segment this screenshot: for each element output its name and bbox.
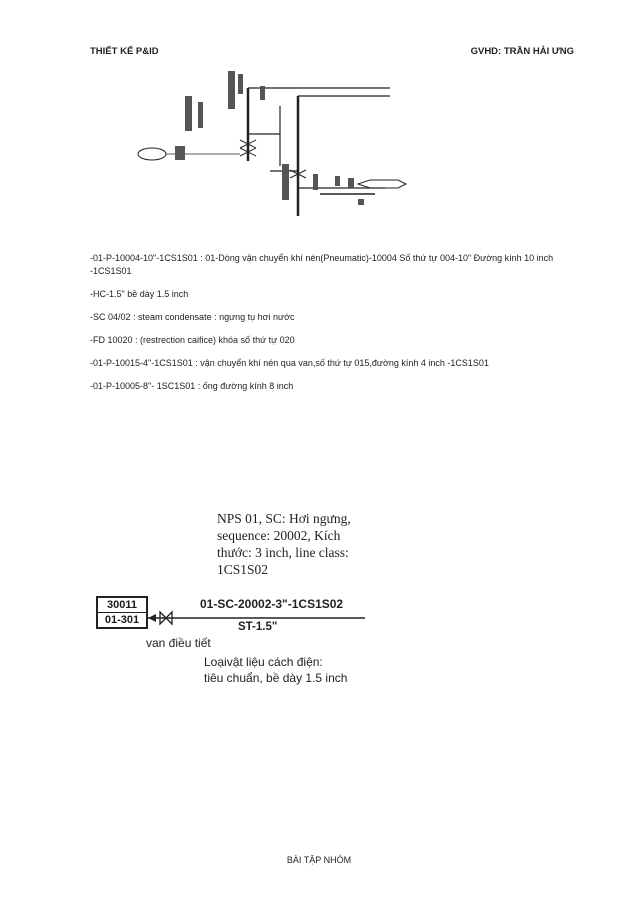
body-line: -FD 10020 : (restrection caifice) khóa số thứ tự 020	[90, 335, 295, 345]
arrow-head-icon	[148, 614, 156, 622]
header-title: THIẾT KẾ P&ID	[90, 46, 159, 57]
vertical-label-blob-1	[185, 96, 192, 131]
pid-piping-figure	[130, 66, 410, 216]
pipe-description-note: NPS 01, SC: Hơi ngưng, sequence: 20002, Kích thước: 3 inch, line class: 1CS1S02	[217, 511, 351, 577]
line-designation-figure	[90, 506, 390, 696]
body-line: -SC 04/02 : steam condensate : ngưng tụ hơi nước	[90, 312, 295, 322]
tag-number: 30011	[98, 598, 146, 613]
insulation-note: Loạivật liệu cách điện: tiêu chuẩn, bề dày 1.5 inch	[204, 655, 348, 685]
header-instructor: GVHD: TRẦN HẢI ƯNG	[470, 46, 574, 57]
line-number-label: 01-SC-20002-3"-1CS1S02	[200, 597, 344, 611]
insulation-label: ST-1.5"	[238, 621, 278, 633]
body-text	[90, 252, 580, 403]
body-line: -01-P-10004-10"-1CS1S01 : 01-Dòng vận chuyển khí nén(Pneumatic)-10004 Số thứ tự 004-10" Đường kính 10 inch -1CS1S01	[90, 253, 554, 276]
body-line: -HC-1.5" bề dày 1.5 inch	[90, 289, 189, 299]
valve-label: van điều tiết	[146, 636, 211, 650]
tag-area: 01-301	[104, 614, 140, 626]
body-line: -01-P-10005-8"- 1SC1S01 : ống đường kính 8 inch	[90, 381, 294, 391]
footer-text: BÀI TẬP NHÓM	[286, 855, 352, 865]
body-line: -01-P-10015-4"-1CS1S01 : vận chuyển khí nén qua van,số thứ tự 015,đường kính 4 inch -1CS1S01	[90, 358, 489, 368]
